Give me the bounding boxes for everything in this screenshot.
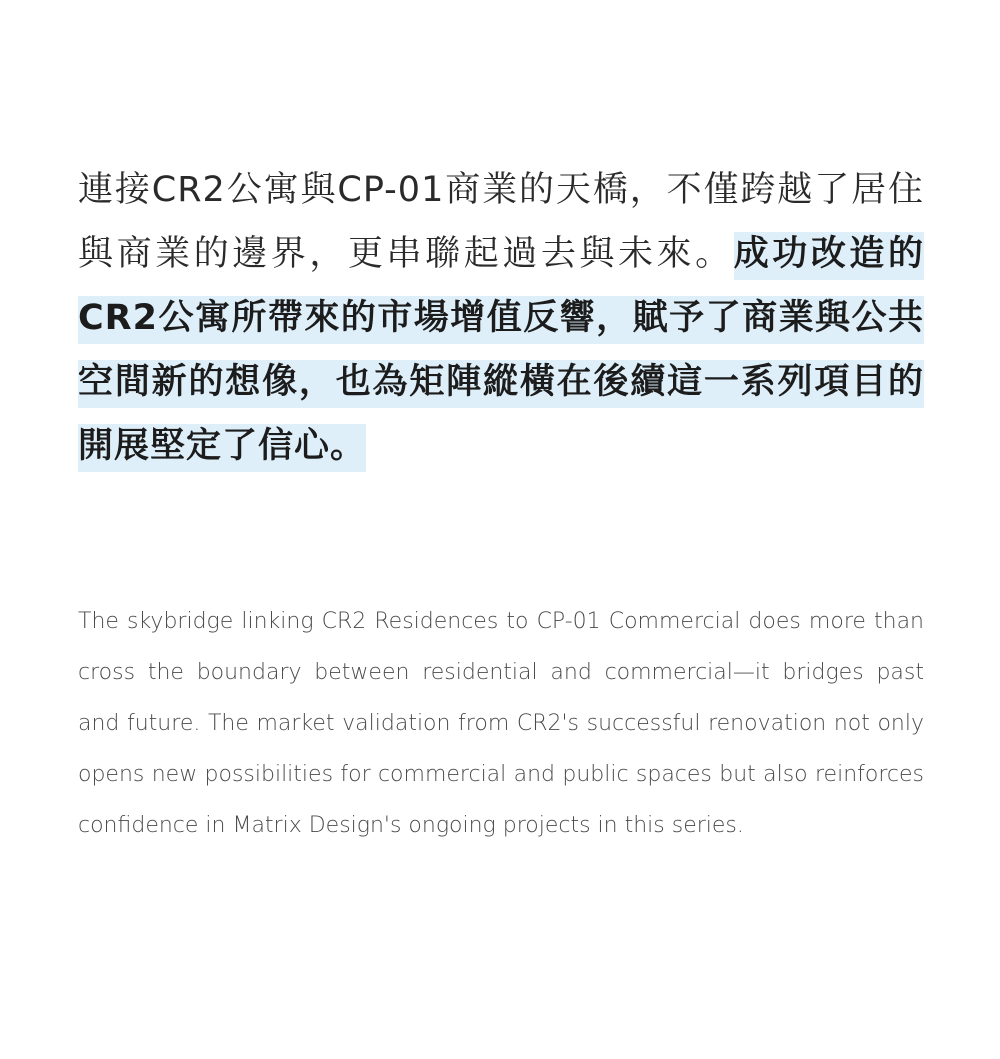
chinese-paragraph bbox=[78, 158, 924, 478]
chinese-highlighted-text: 成功改造的CR2公寓所帶來的市場增值反響，賦予了商業與公共空間新的想像，也為矩陣縱橫在後續這一系列項目的開展堅定了信心。 bbox=[78, 232, 924, 472]
article-content bbox=[78, 158, 924, 851]
chinese-plain-text: 連接CR2公寓與CP-01商業的天橋，不僅跨越了居住與商業的邊界，更串聯起過去與未來。 bbox=[78, 170, 924, 274]
english-paragraph: The skybridge linking CR2 Residences to CP-01 Commercial does more than cross the boundary between residential and commercial—it bridges past and future. The market validation from CR2's successful renovation not only opens new possibilities for commercial and public spaces but also reinforces confidence in Matrix Design's ongoing projects in this series. bbox=[78, 609, 924, 838]
